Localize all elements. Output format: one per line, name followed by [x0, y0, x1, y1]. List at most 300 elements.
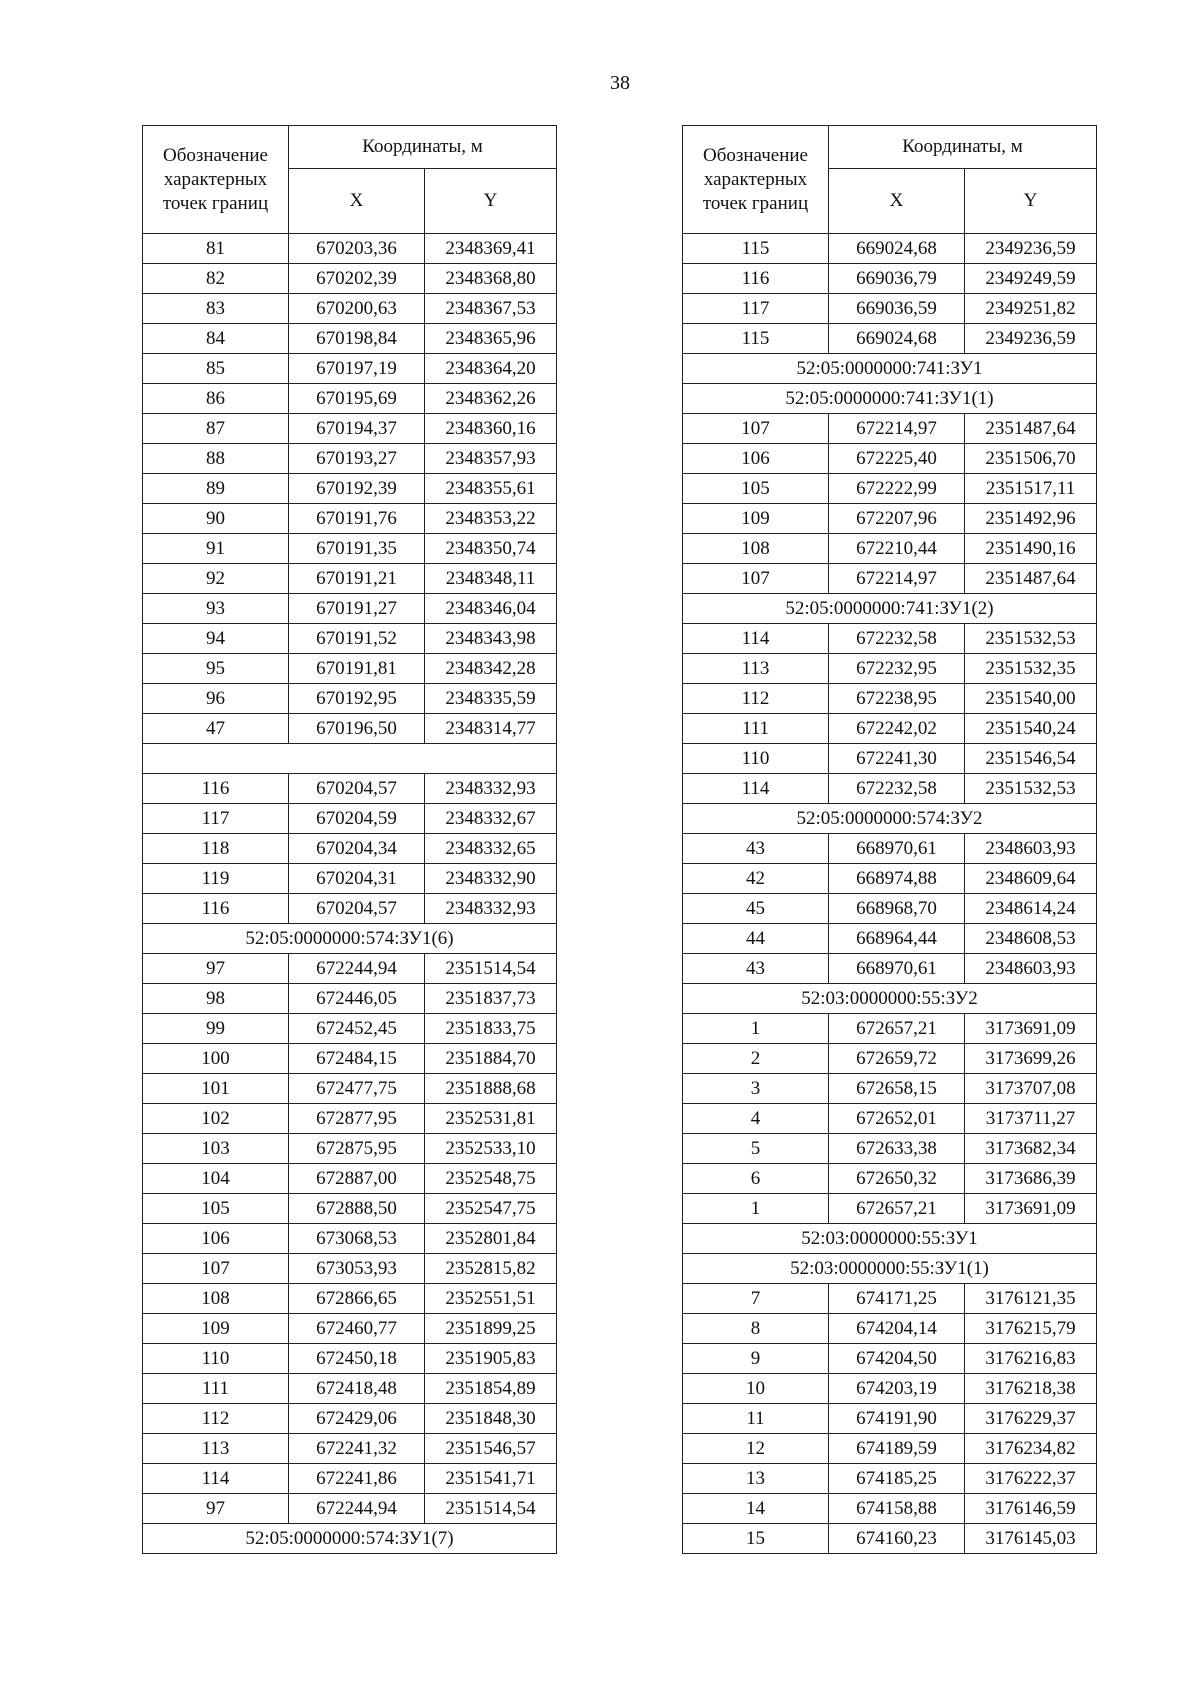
- y-cell: 2348332,93: [425, 774, 557, 804]
- point-cell: 114: [683, 624, 829, 654]
- point-cell: 114: [683, 774, 829, 804]
- y-cell: 3173682,34: [965, 1134, 1097, 1164]
- x-cell: 669036,79: [829, 264, 965, 294]
- y-cell: 2348355,61: [425, 474, 557, 504]
- table-row: [683, 624, 1097, 654]
- y-cell: 2349251,82: [965, 294, 1097, 324]
- point-cell: 86: [143, 384, 289, 414]
- table-row: [143, 1044, 557, 1074]
- x-cell: 672232,95: [829, 654, 965, 684]
- point-cell: 84: [143, 324, 289, 354]
- y-cell: 3176215,79: [965, 1314, 1097, 1344]
- y-cell: 3173691,09: [965, 1194, 1097, 1224]
- table-row: [143, 1494, 557, 1524]
- y-cell: 2351905,83: [425, 1344, 557, 1374]
- x-cell: 672460,77: [289, 1314, 425, 1344]
- y-cell: 2348332,90: [425, 864, 557, 894]
- section-label: 52:05:0000000:574:ЗУ1(6): [143, 924, 557, 954]
- y-cell: 2348362,26: [425, 384, 557, 414]
- table-row: [143, 1074, 557, 1104]
- header-designation: Обозначение характерных точек границ: [143, 126, 289, 234]
- y-cell: 2352548,75: [425, 1164, 557, 1194]
- x-cell: 672241,32: [289, 1434, 425, 1464]
- table-row: [683, 264, 1097, 294]
- y-cell: 2348335,59: [425, 684, 557, 714]
- x-cell: 674158,88: [829, 1494, 965, 1524]
- point-cell: 87: [143, 414, 289, 444]
- point-cell: 96: [143, 684, 289, 714]
- point-cell: 99: [143, 1014, 289, 1044]
- point-cell: 1: [683, 1014, 829, 1044]
- point-cell: 105: [143, 1194, 289, 1224]
- x-cell: 672866,65: [289, 1284, 425, 1314]
- x-cell: 670191,52: [289, 624, 425, 654]
- section-label: 52:03:0000000:55:ЗУ1: [683, 1224, 1097, 1254]
- table-row: [143, 684, 557, 714]
- point-cell: 110: [683, 744, 829, 774]
- x-cell: 672484,15: [289, 1044, 425, 1074]
- point-cell: 43: [683, 834, 829, 864]
- point-cell: 115: [683, 324, 829, 354]
- point-cell: 85: [143, 354, 289, 384]
- y-cell: 2352547,75: [425, 1194, 557, 1224]
- point-cell: 106: [143, 1224, 289, 1254]
- y-cell: 3173686,39: [965, 1164, 1097, 1194]
- point-cell: 92: [143, 564, 289, 594]
- point-cell: 119: [143, 864, 289, 894]
- x-cell: 670197,19: [289, 354, 425, 384]
- y-cell: 2348603,93: [965, 834, 1097, 864]
- x-cell: 670195,69: [289, 384, 425, 414]
- x-cell: 672241,30: [829, 744, 965, 774]
- y-cell: 2349236,59: [965, 324, 1097, 354]
- table-row: [683, 1494, 1097, 1524]
- table-row: [683, 234, 1097, 264]
- y-cell: 2351487,64: [965, 414, 1097, 444]
- y-cell: 3176121,35: [965, 1284, 1097, 1314]
- table-row: [683, 924, 1097, 954]
- x-cell: 668964,44: [829, 924, 965, 954]
- y-cell: 2348357,93: [425, 444, 557, 474]
- x-cell: 672877,95: [289, 1104, 425, 1134]
- y-cell: 3176222,37: [965, 1464, 1097, 1494]
- point-cell: 14: [683, 1494, 829, 1524]
- point-cell: 116: [143, 894, 289, 924]
- table-row: [683, 1044, 1097, 1074]
- point-cell: 105: [683, 474, 829, 504]
- x-cell: 674203,19: [829, 1374, 965, 1404]
- point-cell: 15: [683, 1524, 829, 1554]
- y-cell: 2351884,70: [425, 1044, 557, 1074]
- table-row: [143, 1224, 557, 1254]
- y-cell: 2351532,53: [965, 774, 1097, 804]
- table-row: [683, 564, 1097, 594]
- y-cell: 2352801,84: [425, 1224, 557, 1254]
- table-row: [683, 1194, 1097, 1224]
- page-number: 38: [610, 72, 630, 94]
- x-cell: 672214,97: [829, 414, 965, 444]
- table-row: [143, 294, 557, 324]
- x-cell: 672214,97: [829, 564, 965, 594]
- point-cell: 113: [143, 1434, 289, 1464]
- y-cell: 2351833,75: [425, 1014, 557, 1044]
- x-cell: 672477,75: [289, 1074, 425, 1104]
- header-coordinates: Координаты, м: [829, 126, 1097, 169]
- x-cell: 670203,36: [289, 234, 425, 264]
- table-row: [143, 714, 557, 744]
- x-cell: 672225,40: [829, 444, 965, 474]
- point-cell: 118: [143, 834, 289, 864]
- coordinates-table-right: [682, 125, 1097, 1554]
- y-cell: 2348367,53: [425, 294, 557, 324]
- x-cell: 672207,96: [829, 504, 965, 534]
- x-cell: 669036,59: [829, 294, 965, 324]
- table-row: [683, 1014, 1097, 1044]
- point-cell: 110: [143, 1344, 289, 1374]
- table-row: [143, 264, 557, 294]
- point-cell: 12: [683, 1434, 829, 1464]
- table-row: [143, 1134, 557, 1164]
- header-x: X: [829, 169, 965, 234]
- table-row: [143, 414, 557, 444]
- section-row: [683, 1224, 1097, 1254]
- y-cell: 2351541,71: [425, 1464, 557, 1494]
- table-row: [143, 444, 557, 474]
- x-cell: 674189,59: [829, 1434, 965, 1464]
- section-label: 52:05:0000000:741:ЗУ1(1): [683, 384, 1097, 414]
- x-cell: 670204,59: [289, 804, 425, 834]
- table-row: [683, 864, 1097, 894]
- section-label: 52:05:0000000:741:ЗУ1: [683, 354, 1097, 384]
- point-cell: 107: [683, 564, 829, 594]
- y-cell: 2352815,82: [425, 1254, 557, 1284]
- section-label: 52:05:0000000:741:ЗУ1(2): [683, 594, 1097, 624]
- table-row: [143, 1434, 557, 1464]
- y-cell: 2351546,57: [425, 1434, 557, 1464]
- x-cell: 670200,63: [289, 294, 425, 324]
- point-cell: 97: [143, 1494, 289, 1524]
- table-row: [143, 234, 557, 264]
- table-row: [683, 1164, 1097, 1194]
- x-cell: 669024,68: [829, 234, 965, 264]
- x-cell: 674160,23: [829, 1524, 965, 1554]
- x-cell: 674185,25: [829, 1464, 965, 1494]
- x-cell: 670204,57: [289, 894, 425, 924]
- table-row: [683, 504, 1097, 534]
- x-cell: 670192,95: [289, 684, 425, 714]
- x-cell: 670191,35: [289, 534, 425, 564]
- point-cell: 103: [143, 1134, 289, 1164]
- point-cell: 91: [143, 534, 289, 564]
- y-cell: 2351487,64: [965, 564, 1097, 594]
- table-row: [143, 954, 557, 984]
- table-row: [143, 894, 557, 924]
- table-row: [683, 1374, 1097, 1404]
- table-row: [683, 1314, 1097, 1344]
- point-cell: 107: [683, 414, 829, 444]
- table-row: [683, 474, 1097, 504]
- point-cell: 42: [683, 864, 829, 894]
- point-cell: 97: [143, 954, 289, 984]
- table-row: [143, 1104, 557, 1134]
- y-cell: 2348360,16: [425, 414, 557, 444]
- y-cell: 2349249,59: [965, 264, 1097, 294]
- y-cell: 2348342,28: [425, 654, 557, 684]
- section-label: [143, 744, 557, 774]
- section-label: 52:03:0000000:55:ЗУ1(1): [683, 1254, 1097, 1284]
- table-row: [683, 684, 1097, 714]
- table-row: [143, 1194, 557, 1224]
- y-cell: 2348608,53: [965, 924, 1097, 954]
- point-cell: 88: [143, 444, 289, 474]
- table-row: [683, 774, 1097, 804]
- x-cell: 668968,70: [829, 894, 965, 924]
- y-cell: 2351540,24: [965, 714, 1097, 744]
- y-cell: 2348353,22: [425, 504, 557, 534]
- point-cell: 45: [683, 894, 829, 924]
- header-y: Y: [965, 169, 1097, 234]
- y-cell: 2351837,73: [425, 984, 557, 1014]
- y-cell: 2351532,53: [965, 624, 1097, 654]
- table-row: [143, 774, 557, 804]
- x-cell: 670204,31: [289, 864, 425, 894]
- point-cell: 94: [143, 624, 289, 654]
- table-row: [683, 1464, 1097, 1494]
- x-cell: 672238,95: [829, 684, 965, 714]
- y-cell: 2351492,96: [965, 504, 1097, 534]
- header-designation: Обозначение характерных точек границ: [683, 126, 829, 234]
- section-row: [683, 354, 1097, 384]
- y-cell: 2348603,93: [965, 954, 1097, 984]
- x-cell: 670194,37: [289, 414, 425, 444]
- x-cell: 670191,21: [289, 564, 425, 594]
- table-row: [683, 1524, 1097, 1554]
- point-cell: 111: [143, 1374, 289, 1404]
- point-cell: 117: [143, 804, 289, 834]
- table-row: [143, 384, 557, 414]
- section-row: [683, 804, 1097, 834]
- x-cell: 670191,81: [289, 654, 425, 684]
- point-cell: 13: [683, 1464, 829, 1494]
- y-cell: 3176146,59: [965, 1494, 1097, 1524]
- table-row: [683, 1074, 1097, 1104]
- y-cell: 2349236,59: [965, 234, 1097, 264]
- point-cell: 116: [143, 774, 289, 804]
- point-cell: 7: [683, 1284, 829, 1314]
- table-row: [143, 564, 557, 594]
- y-cell: 3176216,83: [965, 1344, 1097, 1374]
- point-cell: 102: [143, 1104, 289, 1134]
- point-cell: 107: [143, 1254, 289, 1284]
- x-cell: 672450,18: [289, 1344, 425, 1374]
- point-cell: 108: [143, 1284, 289, 1314]
- y-cell: 2348346,04: [425, 594, 557, 624]
- table-row: [683, 1434, 1097, 1464]
- table-row: [683, 654, 1097, 684]
- point-cell: 10: [683, 1374, 829, 1404]
- x-cell: 672887,00: [289, 1164, 425, 1194]
- section-row: [683, 984, 1097, 1014]
- point-cell: 93: [143, 594, 289, 624]
- table-row: [683, 744, 1097, 774]
- point-cell: 100: [143, 1044, 289, 1074]
- table-row: [143, 1404, 557, 1434]
- table-row: [683, 894, 1097, 924]
- y-cell: 3173711,27: [965, 1104, 1097, 1134]
- x-cell: 672657,21: [829, 1014, 965, 1044]
- point-cell: 82: [143, 264, 289, 294]
- y-cell: 2352531,81: [425, 1104, 557, 1134]
- table-row: [143, 1374, 557, 1404]
- section-row: [683, 1254, 1097, 1284]
- header-y: Y: [425, 169, 557, 234]
- point-cell: 109: [143, 1314, 289, 1344]
- x-cell: 673068,53: [289, 1224, 425, 1254]
- x-cell: 670204,57: [289, 774, 425, 804]
- y-cell: 2348364,20: [425, 354, 557, 384]
- table-row: [143, 1254, 557, 1284]
- y-cell: 3176218,38: [965, 1374, 1097, 1404]
- table-row: [143, 804, 557, 834]
- table-row: [143, 1314, 557, 1344]
- point-cell: 116: [683, 264, 829, 294]
- table-row: [143, 864, 557, 894]
- x-cell: 668970,61: [829, 834, 965, 864]
- table-row: [143, 354, 557, 384]
- table-row: [683, 294, 1097, 324]
- y-cell: 2348332,65: [425, 834, 557, 864]
- table-row: [683, 534, 1097, 564]
- y-cell: 3173691,09: [965, 1014, 1097, 1044]
- y-cell: 2348365,96: [425, 324, 557, 354]
- y-cell: 2351514,54: [425, 1494, 557, 1524]
- table-row: [143, 624, 557, 654]
- x-cell: 672650,32: [829, 1164, 965, 1194]
- y-cell: 2348350,74: [425, 534, 557, 564]
- y-cell: 2351899,25: [425, 1314, 557, 1344]
- x-cell: 670191,27: [289, 594, 425, 624]
- point-cell: 101: [143, 1074, 289, 1104]
- y-cell: 2348609,64: [965, 864, 1097, 894]
- table-row: [143, 1284, 557, 1314]
- y-cell: 3173707,08: [965, 1074, 1097, 1104]
- x-cell: 672657,21: [829, 1194, 965, 1224]
- y-cell: 2348614,24: [965, 894, 1097, 924]
- x-cell: 672244,94: [289, 1494, 425, 1524]
- table-row: [143, 984, 557, 1014]
- x-cell: 668970,61: [829, 954, 965, 984]
- x-cell: 672633,38: [829, 1134, 965, 1164]
- table-row: [683, 1104, 1097, 1134]
- y-cell: 3176229,37: [965, 1404, 1097, 1434]
- point-cell: 113: [683, 654, 829, 684]
- x-cell: 672242,02: [829, 714, 965, 744]
- table-row: [143, 654, 557, 684]
- point-cell: 114: [143, 1464, 289, 1494]
- x-cell: 672418,48: [289, 1374, 425, 1404]
- table-body-left: [143, 234, 557, 1554]
- table-row: [143, 534, 557, 564]
- point-cell: 47: [143, 714, 289, 744]
- x-cell: 668974,88: [829, 864, 965, 894]
- x-cell: 672244,94: [289, 954, 425, 984]
- x-cell: 670204,34: [289, 834, 425, 864]
- header-x: X: [289, 169, 425, 234]
- x-cell: 672222,99: [829, 474, 965, 504]
- section-row: [143, 1524, 557, 1554]
- table-row: [143, 834, 557, 864]
- point-cell: 112: [683, 684, 829, 714]
- point-cell: 1: [683, 1194, 829, 1224]
- header-coordinates: Координаты, м: [289, 126, 557, 169]
- y-cell: 3173699,26: [965, 1044, 1097, 1074]
- table-row: [143, 594, 557, 624]
- x-cell: 670198,84: [289, 324, 425, 354]
- point-cell: 44: [683, 924, 829, 954]
- y-cell: 2351540,00: [965, 684, 1097, 714]
- y-cell: 2352551,51: [425, 1284, 557, 1314]
- table-row: [143, 324, 557, 354]
- x-cell: 674204,50: [829, 1344, 965, 1374]
- x-cell: 670192,39: [289, 474, 425, 504]
- point-cell: 98: [143, 984, 289, 1014]
- x-cell: 674191,90: [829, 1404, 965, 1434]
- coordinates-table-left: [142, 125, 557, 1554]
- x-cell: 672875,95: [289, 1134, 425, 1164]
- table-row: [683, 414, 1097, 444]
- point-cell: 83: [143, 294, 289, 324]
- y-cell: 2348314,77: [425, 714, 557, 744]
- x-cell: 672658,15: [829, 1074, 965, 1104]
- x-cell: 672659,72: [829, 1044, 965, 1074]
- y-cell: 2351546,54: [965, 744, 1097, 774]
- section-label: 52:05:0000000:574:ЗУ1(7): [143, 1524, 557, 1554]
- table-row: [683, 444, 1097, 474]
- x-cell: 674171,25: [829, 1284, 965, 1314]
- table-row: [143, 504, 557, 534]
- table-row: [143, 1344, 557, 1374]
- y-cell: 2351532,35: [965, 654, 1097, 684]
- y-cell: 2348348,11: [425, 564, 557, 594]
- y-cell: 2351514,54: [425, 954, 557, 984]
- x-cell: 672232,58: [829, 624, 965, 654]
- point-cell: 109: [683, 504, 829, 534]
- point-cell: 9: [683, 1344, 829, 1374]
- table-row: [683, 1404, 1097, 1434]
- point-cell: 106: [683, 444, 829, 474]
- y-cell: 2351854,89: [425, 1374, 557, 1404]
- table-row: [683, 324, 1097, 354]
- table-row: [683, 1134, 1097, 1164]
- section-label: 52:05:0000000:574:ЗУ2: [683, 804, 1097, 834]
- x-cell: 672232,58: [829, 774, 965, 804]
- y-cell: 2351490,16: [965, 534, 1097, 564]
- y-cell: 3176234,82: [965, 1434, 1097, 1464]
- y-cell: 2351506,70: [965, 444, 1097, 474]
- y-cell: 2348332,93: [425, 894, 557, 924]
- y-cell: 2348332,67: [425, 804, 557, 834]
- x-cell: 672241,86: [289, 1464, 425, 1494]
- point-cell: 3: [683, 1074, 829, 1104]
- point-cell: 111: [683, 714, 829, 744]
- x-cell: 672429,06: [289, 1404, 425, 1434]
- point-cell: 89: [143, 474, 289, 504]
- y-cell: 2351888,68: [425, 1074, 557, 1104]
- x-cell: 672652,01: [829, 1104, 965, 1134]
- x-cell: 672452,45: [289, 1014, 425, 1044]
- point-cell: 6: [683, 1164, 829, 1194]
- x-cell: 670196,50: [289, 714, 425, 744]
